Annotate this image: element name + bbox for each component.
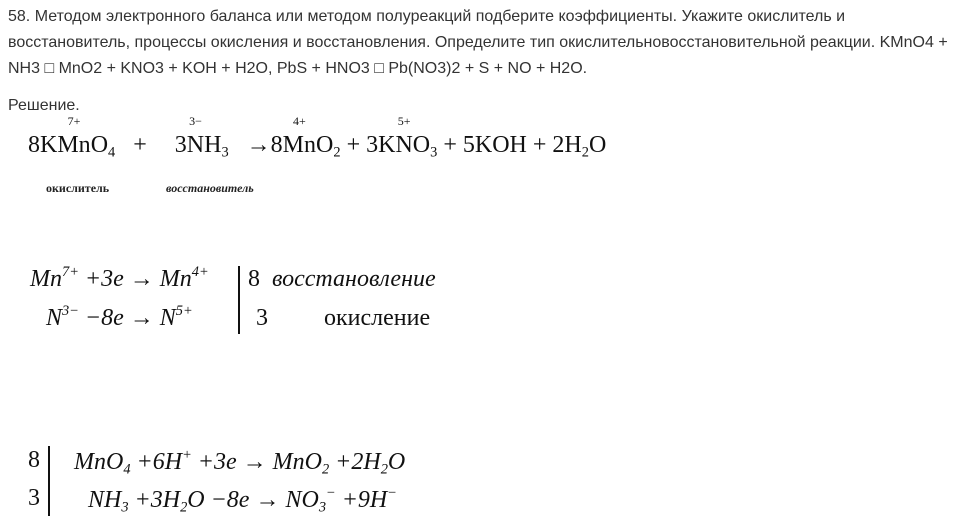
reducer-label: восстановитель xyxy=(166,181,254,195)
balance-oxidation-half: $N^{3-} -8e \to N^{5+}$ xyxy=(46,303,193,332)
ox-state-n-reactant: 3− xyxy=(189,114,202,128)
half-reaction-reduction: $MnO_4 +6H^+ +3e \to MnO_2 +2H_2O$ xyxy=(74,447,406,478)
balance-reduction-half: $Mn^{7+} +3e \to Mn^{4+}$ xyxy=(30,264,209,293)
balance-coefficient-1: 8 xyxy=(248,266,260,292)
balance-divider xyxy=(238,266,240,334)
half-reaction-coefficient-1: 8 xyxy=(28,447,40,473)
ox-state-mn-reactant: 7+ xyxy=(67,114,81,128)
half-reaction-oxidation: $NH_3 +3H_2O -8e \to NO_3^- +9H^-$ xyxy=(88,485,397,516)
balance-process-oxidation: окисление xyxy=(324,305,431,331)
balance-coefficient-2: 3 xyxy=(256,305,268,331)
balance-process-reduction: восстановление xyxy=(272,266,436,292)
ox-state-n-product: 5+ xyxy=(397,114,411,128)
half-reaction-coefficient-2: 3 xyxy=(28,485,40,511)
oxidizer-label: окислитель xyxy=(46,181,110,195)
molecular-equation: 8K 7+ MnO$_4$ + 3 3− $NH_3 \to 8$ 4+ MnO$_2$ + 3K 5+ $NO_3 + 5KOH + 2H_2O$ xyxy=(28,114,607,161)
half-reaction-divider xyxy=(48,446,50,516)
ox-state-mn-product: 4+ xyxy=(292,114,306,128)
solution-label: Решение. xyxy=(8,97,80,114)
problem-statement: 58. Методом электронного баланса или методом полуреакций подберите коэффициенты. Укажите окислитель и восстановитель, процессы окисления и восстановления. Определите тип окислительновосстановительной реакции. KMnO4 + NH3 □ MnO2 + KNO3 + KOH + H2O, PbS + HNO3 □ Pb(NO3)2 + S + NO + H2O. xyxy=(8,8,948,77)
